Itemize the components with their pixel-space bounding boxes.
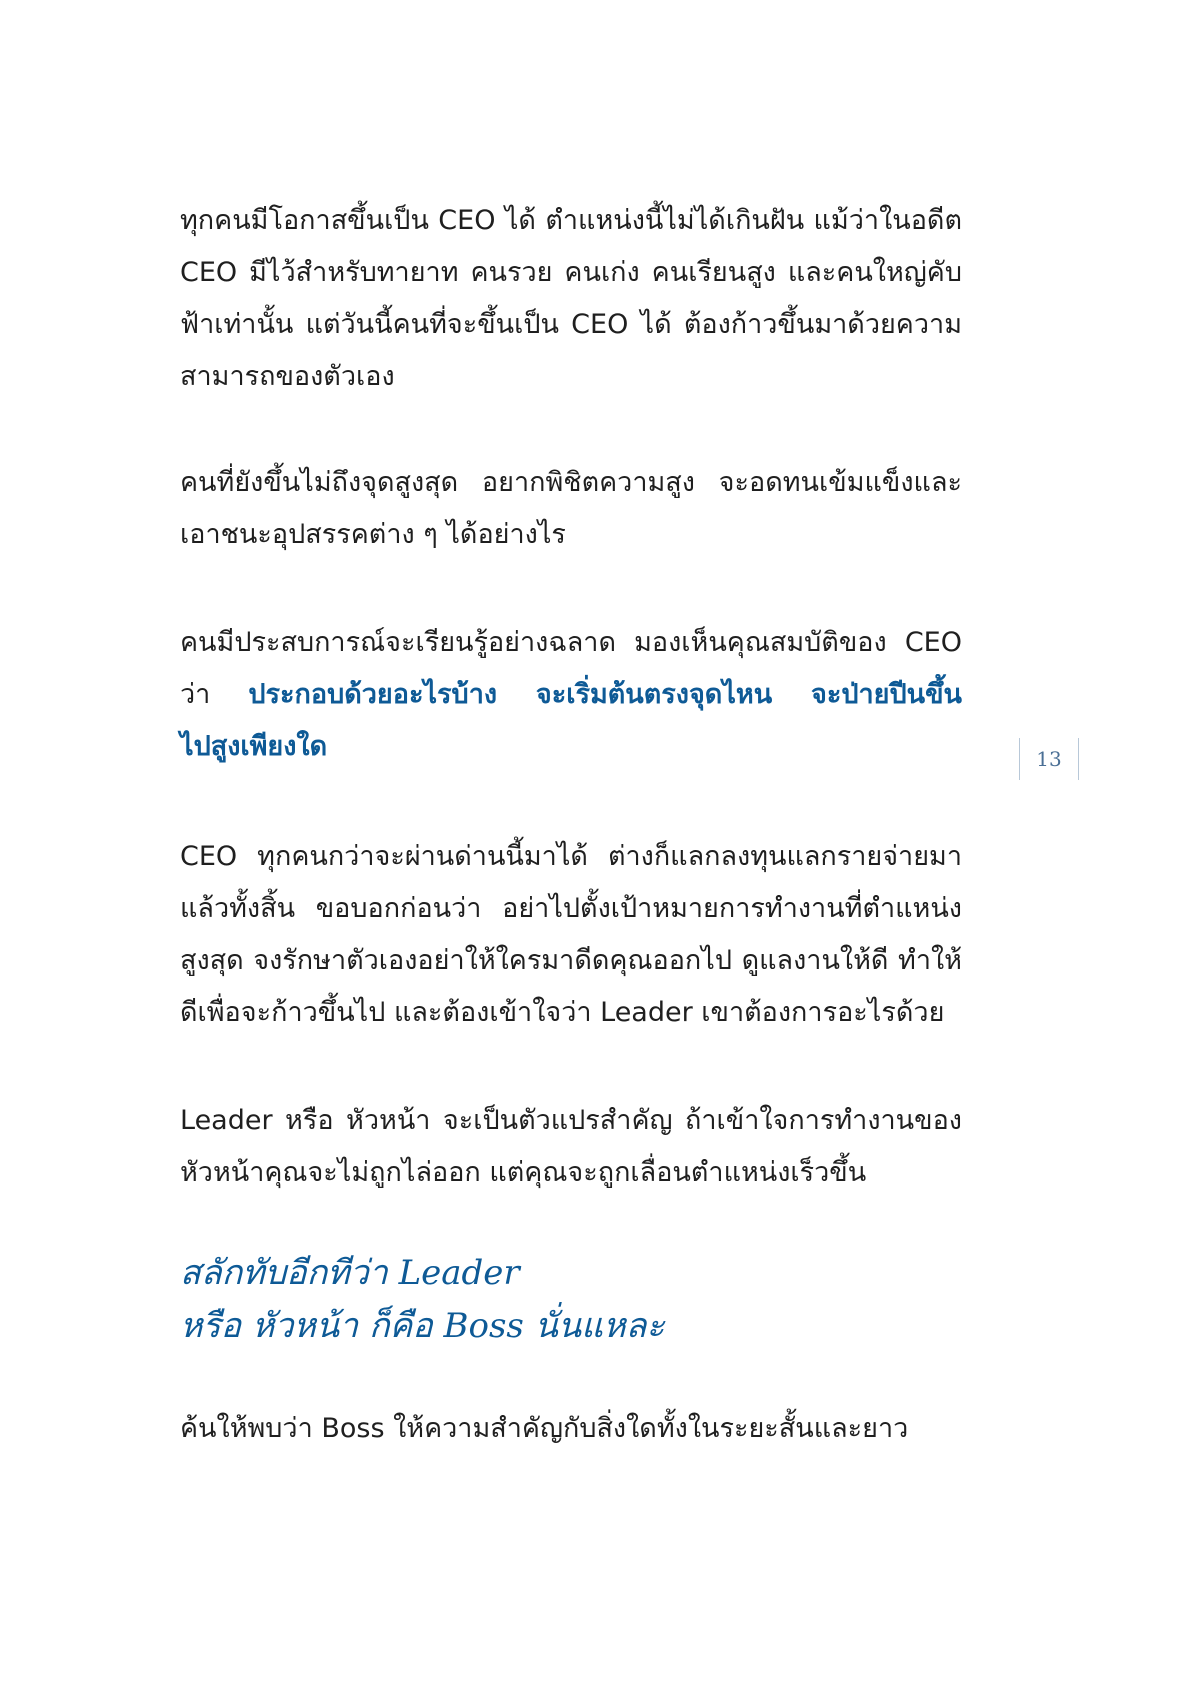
paragraph-experience [180,617,962,773]
paragraph-leader [180,1095,962,1199]
text-line: CEO ทุกคนกว่าจะผ่านด่านนี้มาได้ ต่างก็แลกลงทุนแลกรายจ่ายมา [180,841,962,872]
text-line: ทุกคนมีโอกาสขึ้นเป็น CEO ได้ ตำแหน่งนี้ไม่ได้เกินฝัน แม้ว่าในอดีต [180,205,962,236]
quote-line: สลักทับอีกทีว่า Leader [180,1253,520,1293]
page-content [180,195,962,1455]
text-line: Leader หรือ หัวหน้า จะเป็นตัวแปรสำคัญ ถ้าเข้าใจการทำงานของ [180,1105,962,1136]
paragraph-spacer [180,1039,962,1095]
text-line-mixed [180,669,962,721]
text-line: ค้นให้พบว่า Boss ให้ความสำคัญกับสิ่งใดทั้งในระยะสั้นและยาว [180,1413,909,1444]
paragraph-reaching-top [180,457,962,561]
text-line: สูงสุด จงรักษาตัวเองอย่าให้ใครมาดีดคุณออกไป ดูแลงานให้ดี ทำให้ [180,945,962,976]
text-line: คนมีประสบการณ์จะเรียนรู้อย่างฉลาด มองเห็นคุณสมบัติของ CEO [180,627,962,658]
paragraph-closing [180,1403,962,1455]
paragraph-spacer [180,403,962,457]
text-line: ฟ้าเท่านั้น แต่วันนี้คนที่จะขึ้นเป็น CEO ได้ ต้องก้าวขึ้นมาด้วยความ [180,309,962,340]
paragraph-ceo-opportunity [180,195,962,403]
paragraph-spacer [180,561,962,617]
paragraph-spacer [180,773,962,831]
page-number: 13 [1036,747,1062,771]
text-line: ดีเพื่อจะก้าวขึ้นไป และต้องเข้าใจว่า Leader เขาต้องการอะไรด้วย [180,997,945,1028]
highlight-text: ประกอบด้วยอะไรบ้าง จะเริ่มต้นตรงจุดไหน จะป่ายปีนขึ้น [248,679,962,710]
text-prefix: ว่า [180,679,249,710]
quote-line: หรือ หัวหน้า ก็คือ Boss นั่นแหละ [180,1306,665,1346]
paragraph-ceo-sacrifice [180,831,962,1039]
pull-quote [180,1247,962,1353]
text-line: CEO มีไว้สำหรับทายาท คนรวย คนเก่ง คนเรียนสูง และคนใหญ่คับ [180,257,962,288]
paragraph-spacer [180,1199,962,1247]
paragraph-spacer [180,1353,962,1403]
page-number-marker [1019,738,1079,780]
text-line: เอาชนะอุปสรรคต่าง ๆ ได้อย่างไร [180,519,566,550]
text-line: คนที่ยังขึ้นไม่ถึงจุดสูงสุด อยากพิชิตความสูง จะอดทนเข้มแข็งและ [180,467,962,498]
text-line: หัวหน้าคุณจะไม่ถูกไล่ออก แต่คุณจะถูกเลื่อนตำแหน่งเร็วขึ้น [180,1157,867,1188]
text-line: สามารถของตัวเอง [180,361,395,392]
text-line: แล้วทั้งสิ้น ขอบอกก่อนว่า อย่าไปตั้งเป้าหมายการทำงานที่ตำแหน่ง [180,893,962,924]
highlight-text: ไปสูงเพียงใด [180,731,328,762]
